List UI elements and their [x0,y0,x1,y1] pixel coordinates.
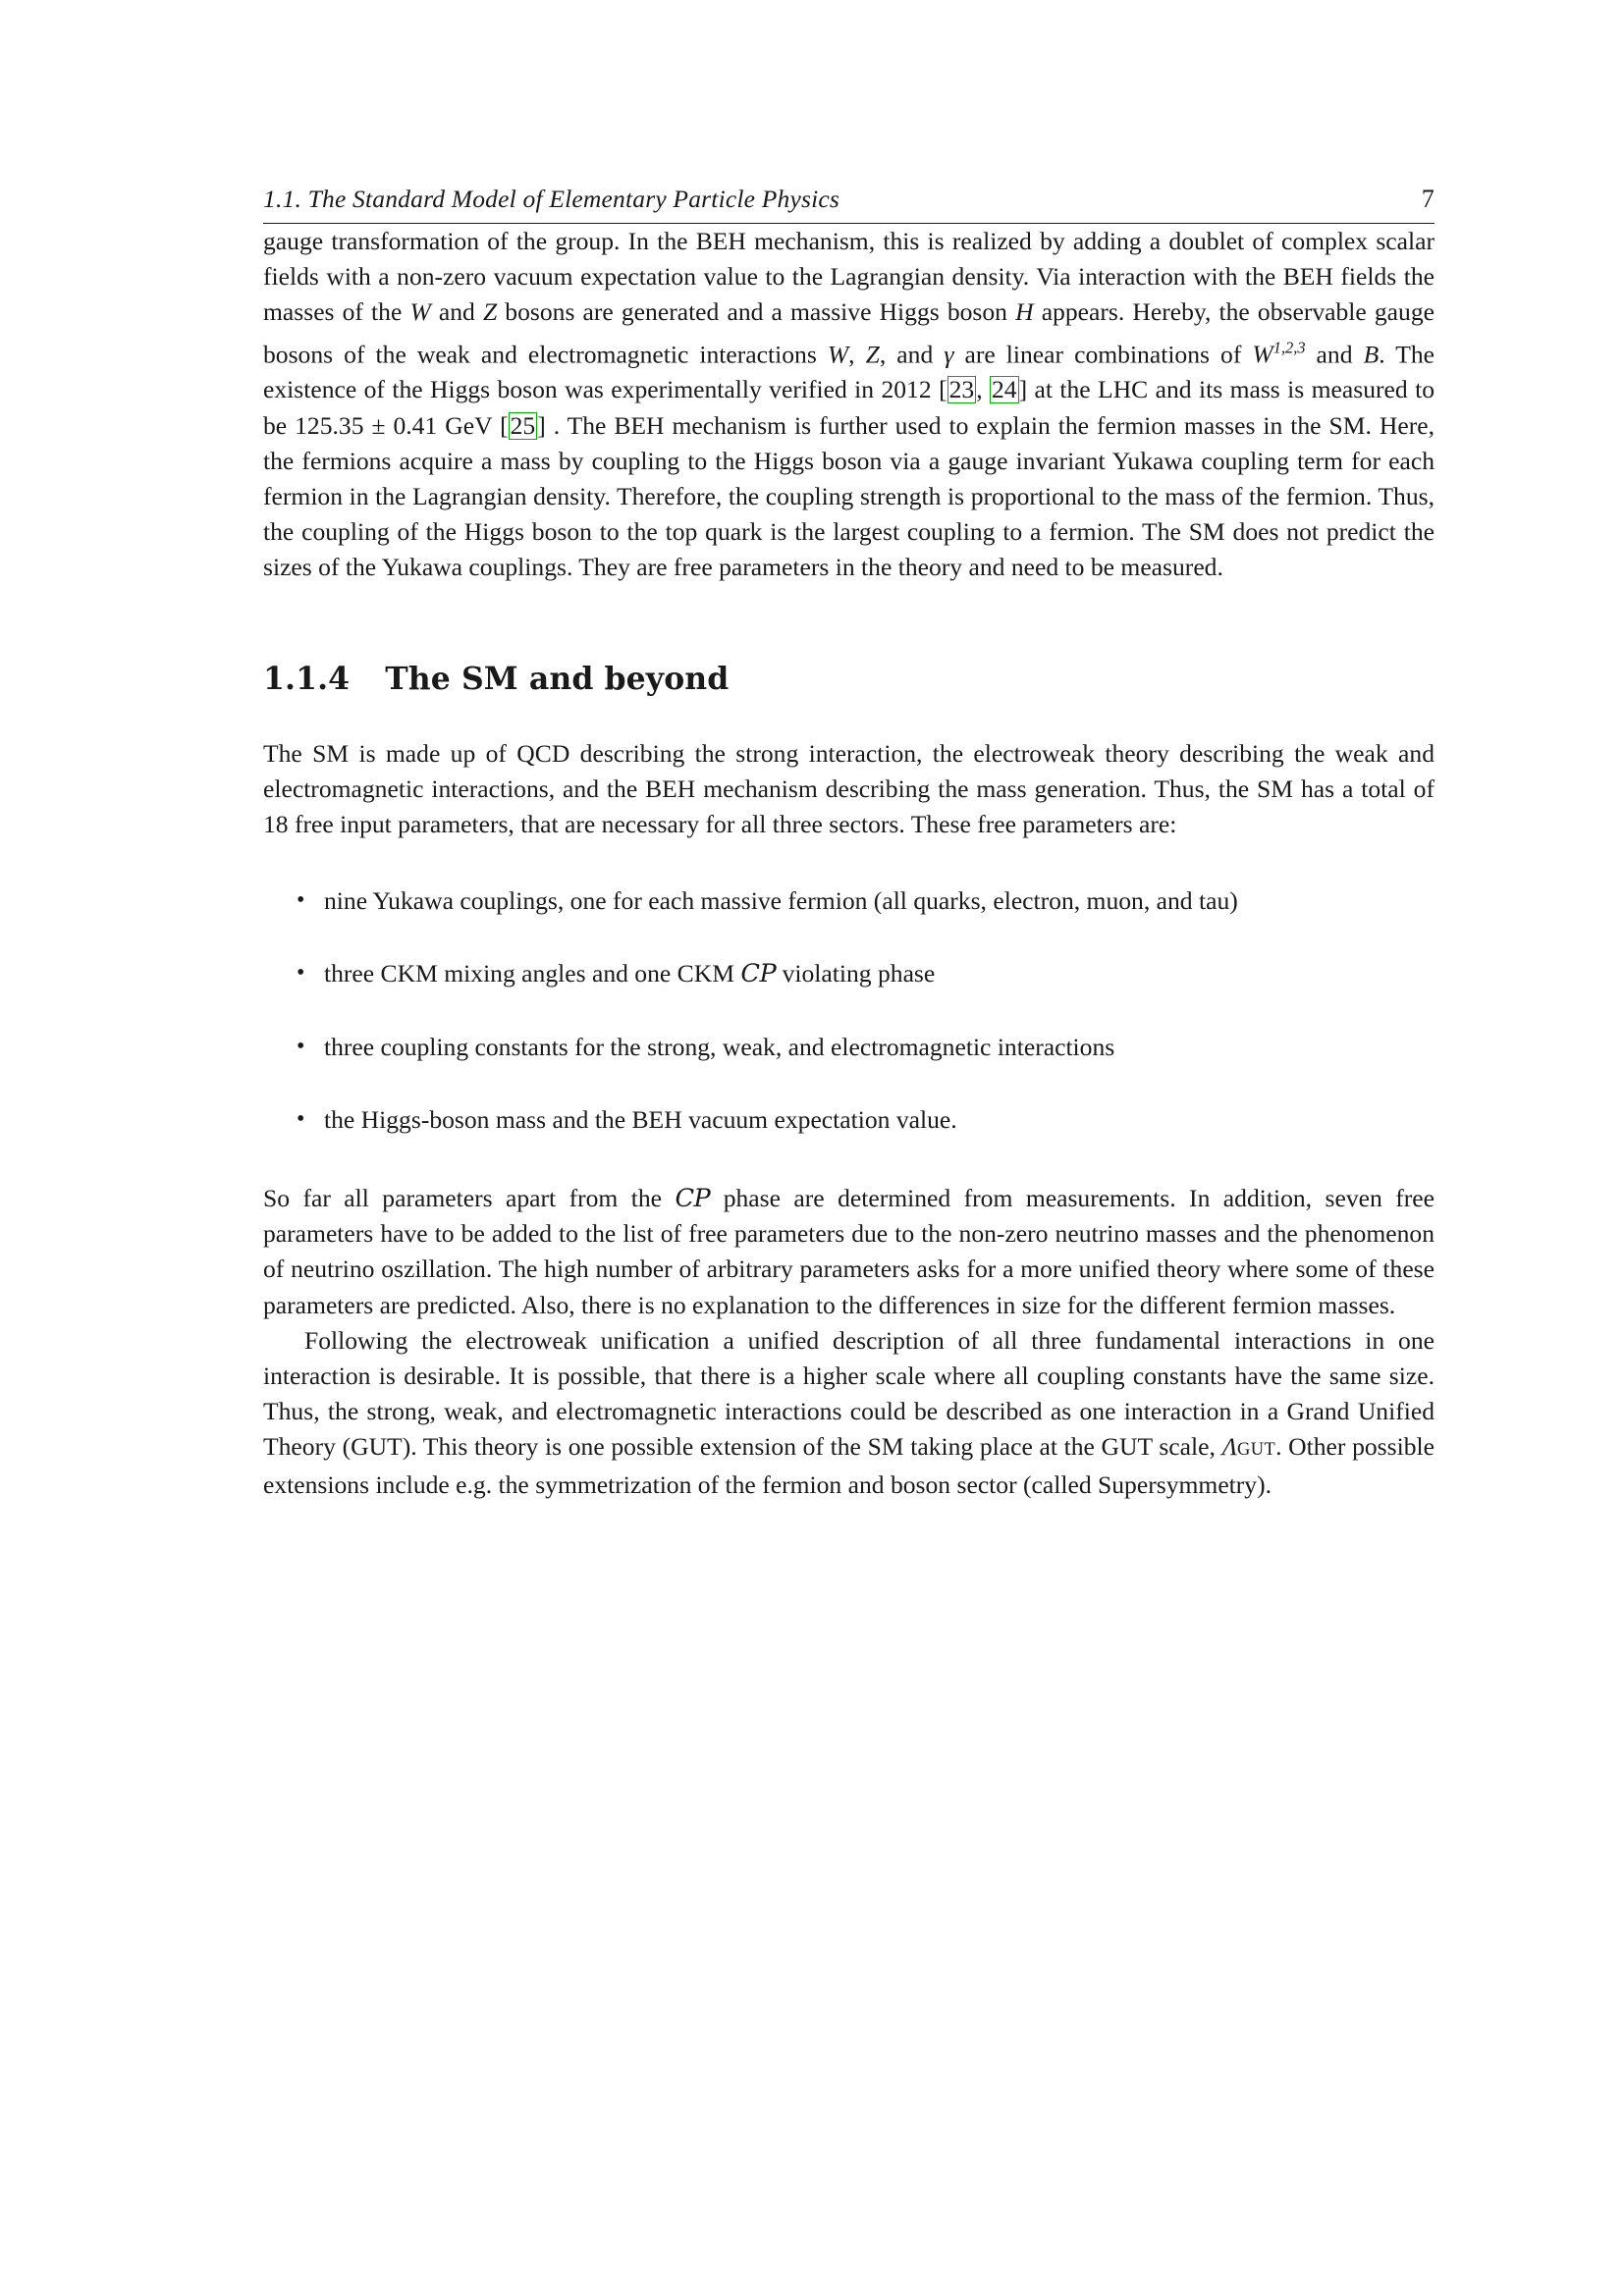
citation-link-23[interactable]: 23 [948,375,975,404]
free-parameters-list [263,883,1435,1138]
citation-link-25[interactable]: 25 [510,410,536,440]
text-run: . The existence of the Higgs boson was experimentally verified in 2012 [263,340,1435,404]
list-item-text: nine Yukawa couplings, one for each massive fermion (all quarks, electron, muon, and tau) [324,886,1238,916]
text-run: gauge transformation of the group. In the BEH mechanism, this is realized by adding a doublet of complex scalar fields with a non-zero vacuum expectation value to the Lagrangian density. Via interaction with the BEH fields the masses of the [263,227,1435,327]
citation-group-23-24 [939,375,1027,403]
section-title: The SM and beyond [385,660,730,697]
list-item-text: three coupling constants for the strong, weak, and electromagnetic interactions [324,1032,1115,1061]
text-run: bosons are generated and a massive Higgs boson [497,297,1016,327]
text-run: are linear combinations of [953,340,1253,369]
running-head-title: 1.1. The Standard Model of Elementary Particle Physics [263,185,840,213]
page-number: 7 [1421,185,1435,213]
paragraph-parameter-determination [263,1181,1435,1323]
running-head-title-group [263,185,839,214]
text-run: . The BEH mechanism is further used to explain the fermion masses in the SM. Here, the fermions acquire a mass by coupling to the Higgs boson via a gauge invariant Yukawa coupling term for each fermion in the Lagrangian density. Therefore, the coupling strength is proportional to the mass of the fermion. Thus, the coupling of the Higgs boson to the top quark is the largest coupling to a fermion. The SM does not predict the sizes of the Yukawa couplings. They are free parameters in the theory and need to be measured. [263,410,1435,582]
text-run: and [1305,340,1364,369]
math-symbol-h: H [1015,297,1034,327]
list-item [263,883,1435,919]
math-w-superscript-group [1252,340,1305,368]
math-symbol-z: Z [482,297,498,327]
text-run: appears. Hereby, the observable gauge bosons of the weak and electromagnetic interactions [263,297,1435,369]
math-subscript-gut: GUT [1237,1439,1276,1460]
section-number: 1.1.4 [263,660,351,697]
higgs-mass-value: 125.35 ± 0.41 GeV [295,410,493,440]
section-heading [263,661,1435,697]
math-superscript: 1,2,3 [1272,338,1306,357]
list-item-text: three CKM mixing angles and one CKM [324,959,741,988]
citation-group-25 [500,411,546,440]
math-symbol-b: B [1363,340,1380,369]
math-symbol-z: Z [865,340,880,369]
text-run: So far all parameters apart from the [263,1183,676,1212]
math-symbol-w: W [1252,340,1273,369]
paragraph-grand-unification [263,1323,1435,1503]
math-symbol-cp: CP [740,959,777,989]
list-item [263,1102,1435,1138]
text-run: . Other possible extensions include e.g. the symmetrization of the fermion and boson sector (called Supersymmetry). [263,1432,1435,1499]
text-run: at the LHC and its mass is measured to be [263,375,1435,440]
paragraph-sm-composition: The SM is made up of QCD describing the strong interaction, the electroweak theory describing the weak and electromagnetic interactions, and the BEH mechanism describing the mass generation. Thus, the SM has a total of 18 free input parameters, that are necessary for all three sectors. These free parameters are: [263,738,1435,838]
bracket-close: ] [537,410,546,440]
list-item-text: the Higgs-boson mass and the BEH vacuum expectation value. [324,1104,957,1134]
citation-separator: , [976,375,983,404]
math-symbol-w: W [827,340,849,369]
math-lambda-gut [1222,1432,1276,1461]
paragraph-beh-mechanism [263,224,1435,586]
citation-link-24[interactable]: 24 [992,375,1017,404]
text-run: , [848,340,866,369]
text-run: and [430,297,483,327]
page-content [263,185,1435,1503]
text-run: Following the electroweak unification a unified description of all three fundamental interactions in one interaction is desirable. It is possible, that there is a higher scale where all coupling constants have the same size. Thus, the strong, weak, and electromagnetic interactions could be described as one interaction in a Grand Unified Theory (GUT). This theory is one possible extension of the SM taking place at the GUT scale, [263,1325,1435,1462]
running-head [263,185,1435,224]
bracket-open: [ [939,375,947,404]
list-item [263,956,1435,991]
text-run: , and [879,340,945,369]
math-symbol-w: W [409,297,431,327]
math-symbol-gamma: γ [944,340,954,369]
text-run: phase are determined from measurements. In addition, seven free parameters have to be added to the list of free parameters due to the non-zero neutrino masses and the phenomenon of neutrino oszillation. The high number of arbitrary parameters asks for a more unified theory where some of these parameters are predicted. Also, there is no explanation to the differences in size for the different fermion masses. [263,1183,1435,1319]
math-symbol-lambda: Λ [1221,1432,1238,1462]
math-symbol-cp: CP [675,1183,711,1213]
bracket-close: ] [1018,375,1028,404]
list-item [263,1030,1435,1065]
bracket-open: [ [500,410,509,440]
list-item-text: violating phase [776,959,936,988]
